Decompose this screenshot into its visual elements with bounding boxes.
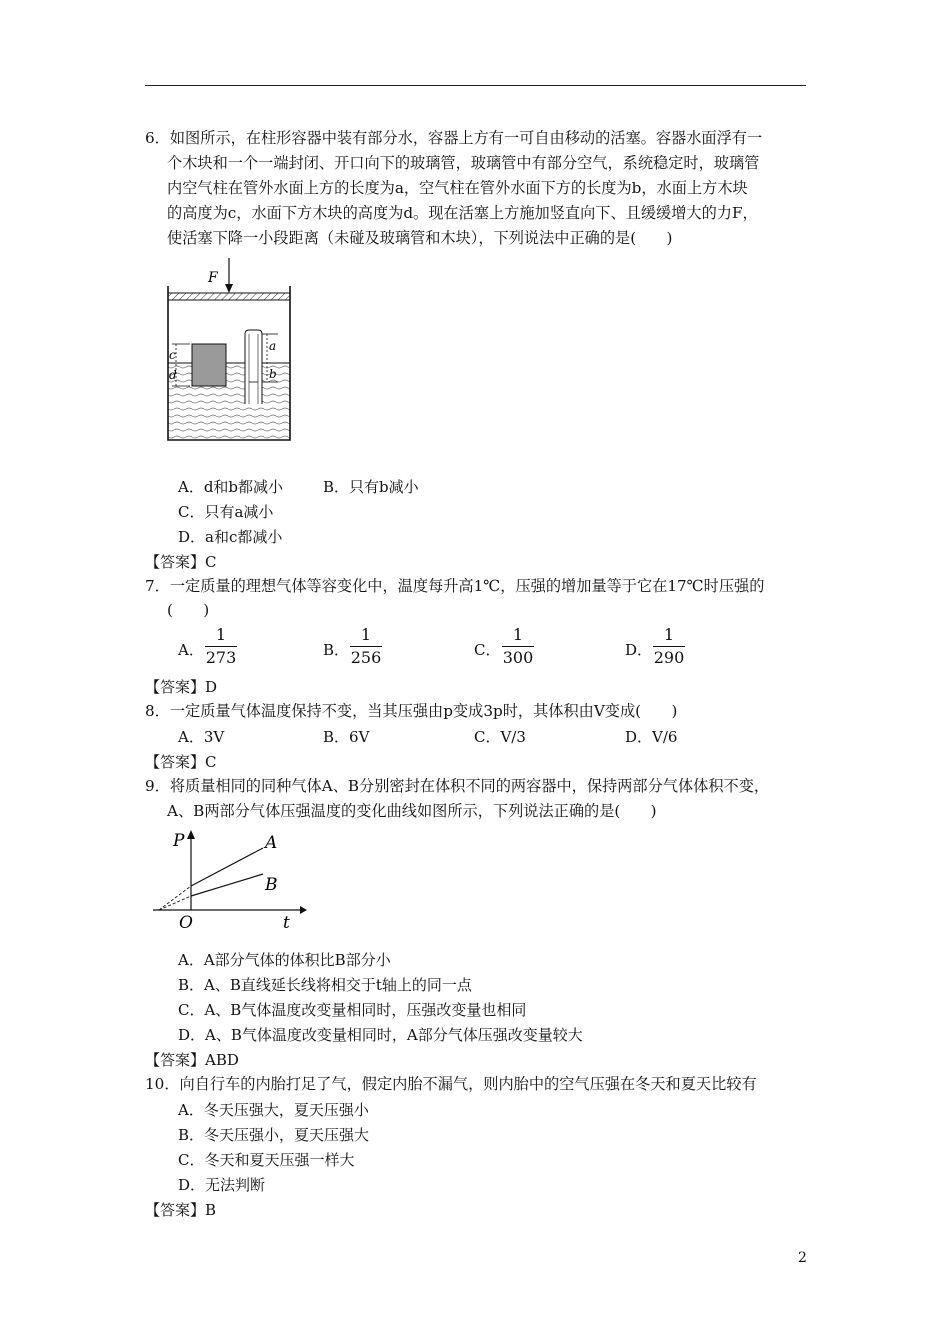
- q10-line: 10．向自行车的内胎打足了气，假定内胎不漏气，则内胎中的空气压强在冬天和夏天比较有: [145, 1075, 757, 1093]
- page-number: 2: [798, 1250, 807, 1266]
- fraction-numerator: 1: [512, 625, 524, 644]
- q7-option-b-letter[interactable]: B．: [323, 641, 350, 659]
- label-d: d: [169, 368, 177, 382]
- q6-line-2: 个木块和一个一端封闭、开口向下的玻璃管，玻璃管中有部分空气，系统稳定时，玻璃管: [167, 154, 760, 172]
- piston: [168, 293, 290, 300]
- q6-line-3: 内空气柱在管外水面上方的长度为a，空气柱在管外水面下方的长度为b，水面上方木块: [167, 179, 748, 197]
- glass-tube: [245, 330, 262, 404]
- q7-option-a-letter[interactable]: A．: [178, 641, 204, 659]
- header-rule: [145, 85, 806, 86]
- q10-option-a[interactable]: A．冬天压强大，夏天压强小: [178, 1101, 369, 1119]
- force-label: F: [208, 270, 218, 286]
- q9-option-a[interactable]: A．A部分气体的体积比B部分小: [178, 951, 391, 969]
- q9-option-b[interactable]: B．A、B直线延长线将相交于t轴上的同一点: [178, 976, 472, 994]
- q10-answer: 【答案】B: [145, 1201, 217, 1219]
- q6-option-c[interactable]: C．只有a减小: [178, 503, 274, 521]
- line-b: [191, 874, 263, 896]
- origin-label: O: [179, 913, 193, 933]
- fraction-bar: [205, 646, 237, 647]
- q9-option-c[interactable]: C．A、B气体温度改变量相同时，压强改变量也相同: [178, 1001, 527, 1019]
- q7-option-d-fraction[interactable]: [653, 626, 685, 667]
- q7-answer: 【答案】D: [145, 678, 218, 696]
- label-a: a: [269, 339, 277, 353]
- q10-option-d[interactable]: D．无法判断: [178, 1176, 266, 1194]
- fraction-numerator: 1: [360, 625, 372, 644]
- q8-line: 8．一定质量气体温度保持不变，当其压强由p变成3p时，其体积由V变成( ): [145, 702, 678, 720]
- q8-option-a[interactable]: A．3V: [178, 728, 225, 746]
- q6-option-a[interactable]: A．d和b都减小: [178, 478, 284, 496]
- q8-answer: 【答案】C: [145, 753, 217, 771]
- q9-pt-graph: [145, 826, 315, 936]
- q10-option-c[interactable]: C．冬天和夏天压强一样大: [178, 1151, 355, 1169]
- q7-option-a-fraction[interactable]: [205, 626, 237, 667]
- q9-line-2: A、B两部分气体压强温度的变化曲线如图所示，下列说法正确的是( ): [167, 802, 657, 820]
- q6-line-5: 使活塞下降一小段距离（未碰及玻璃管和木块），下列说法中正确的是( ): [167, 229, 673, 247]
- fraction-denominator: 300: [502, 648, 534, 667]
- q8-option-d[interactable]: D．V/6: [625, 728, 678, 746]
- q8-option-c[interactable]: C．V/3: [474, 728, 526, 746]
- q7-line-1: 7．一定质量的理想气体等容变化中，温度每升高1℃，压强的增加量等于它在17℃时压强的: [145, 577, 765, 595]
- t-label: t: [283, 913, 290, 933]
- t-axis-arrowhead: [300, 906, 307, 914]
- label-c: c: [169, 348, 176, 362]
- q6-container-figure: [150, 258, 330, 448]
- p-label: P: [173, 831, 185, 851]
- q6-line-1: 6．如图所示，在柱形容器中装有部分水，容器上方有一可自由移动的活塞。容器水面浮有一: [145, 129, 763, 147]
- fraction-bar: [502, 646, 534, 647]
- q7-line-2: ( ): [167, 601, 210, 619]
- fraction-bar: [653, 646, 685, 647]
- fraction-bar: [350, 646, 382, 647]
- fraction-numerator: 1: [215, 625, 227, 644]
- line-a-extension: [159, 886, 191, 910]
- q7-option-c-fraction[interactable]: [502, 626, 534, 667]
- q8-option-b[interactable]: B．6V: [323, 728, 370, 746]
- fraction-numerator: 1: [663, 625, 675, 644]
- q9-option-d[interactable]: D．A、B气体温度改变量相同时，A部分气体压强改变量较大: [178, 1026, 583, 1044]
- q7-option-b-fraction[interactable]: [350, 626, 382, 667]
- q9-answer: 【答案】ABD: [145, 1051, 239, 1069]
- line-b-extension: [159, 896, 191, 910]
- series-b-label: B: [265, 875, 278, 895]
- series-a-label: A: [265, 833, 278, 853]
- fraction-denominator: 273: [205, 648, 237, 667]
- q6-option-d[interactable]: D．a和c都减小: [178, 528, 283, 546]
- line-a: [191, 848, 263, 886]
- q6-option-b[interactable]: B．只有b减小: [323, 478, 419, 496]
- q6-line-4: 的高度为c，水面下方木块的高度为d。现在活塞上方施加竖直向下、且缓缓增大的力F，: [167, 204, 758, 222]
- fraction-denominator: 256: [350, 648, 382, 667]
- fraction-denominator: 290: [653, 648, 685, 667]
- q7-option-c-letter[interactable]: C．: [474, 641, 501, 659]
- q7-option-d-letter[interactable]: D．: [625, 641, 653, 659]
- q9-line-1: 9．将质量相同的同种气体A、B分别密封在体积不同的两容器中，保持两部分气体体积不变，: [145, 777, 770, 795]
- q10-option-b[interactable]: B．冬天压强小，夏天压强大: [178, 1126, 370, 1144]
- force-arrowhead: [225, 284, 233, 293]
- q6-answer: 【答案】C: [145, 553, 217, 571]
- wooden-block: [192, 344, 226, 386]
- p-axis-arrowhead: [187, 830, 195, 839]
- label-b: b: [269, 367, 277, 381]
